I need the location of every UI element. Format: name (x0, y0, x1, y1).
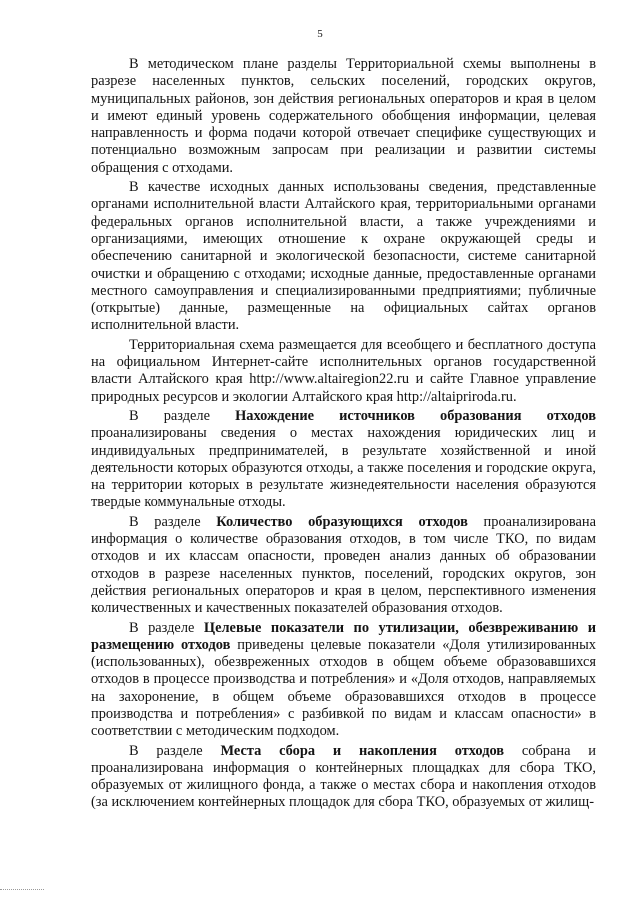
document-body (91, 56, 596, 814)
paragraph-methodical-plan (91, 56, 596, 177)
paragraph-text: приведены целевые показатели «Доля утилизированных (использованных), обезвреженных отходов в общем объеме образовавшихся отходов в процессе производства и потребления» и «Доля отходов, направляемых на захоронение, в общем объеме образовавшихся отходов в процессе производства и потребления» с разбивкой по видам и классам опасности» в соответствии с методическим подходом. (91, 636, 596, 740)
paragraph-text: собрана и проанализирована информация о контейнерных площадках для сбора ТКО, образуемых от жилищного фонда, а также о местах сбора и накопления отходов (за исключением контейнерных площадок для сбора ТКО, образуемых от жилищ- (91, 742, 596, 811)
section-title: Целевые показатели по утилизации, обезвреживанию и размещению отходов (91, 619, 596, 653)
section-title: Нахождение источников образования отходов (235, 407, 596, 424)
paragraph-text: проанализирована информация о количестве образования отходов, в том числе ТКО, по видам отходов и их классам опасности, проведен анализ данных об образовании отходов в разрезе населенных пунктов, поселений, городских округов, зон действия региональных операторов и края в целом, перспективного изменения количественных и качественных показателей образования отходов. (91, 513, 596, 617)
paragraph-collection-sites (91, 743, 596, 812)
scan-edge-mark (0, 889, 44, 890)
paragraph-text: В качестве исходных данных использованы сведения, представленные органами исполнительной власти Алтайского края, территориальными органами федеральных органов исполнительной власти, а также учреждениями и организациями, имеющих отношение к охране окружающей среды и обеспечению санитарной и экологической безопасности, системе санитарной очистки и обращению с отходами; исходные данные, предоставленные органами местного самоуправления и специализированными предприятиями; публичные (открытые) данные, размещенные на официальных сайтах органов исполнительной власти. (91, 179, 596, 334)
paragraph-waste-sources (91, 408, 596, 512)
section-title: Места сбора и накопления отходов (220, 742, 505, 759)
paragraph-text: проанализированы сведения о местах нахождения юридических лиц и индивидуальных предпринимателей, в результате хозяйственной и иной деятельности которых образуются отходы, а также поселения и городские округа, на территории которых в результате жизнедеятельности населения образуются твердые коммунальные отходы. (91, 425, 596, 511)
paragraph-text: В методическом плане разделы Территориальной схемы выполнены в разрезе населенных пунктов, сельских поселений, городских округов, муниципальных районов, зон действия региональных операторов и края в целом и имеют единый уровень содержательного обобщения информации, целевая направленность и форма подачи которой отвечает специфике существующих и потенциально возможным запросам при реализации и развитии системы обращения с отходами. (91, 56, 596, 176)
paragraph-text: В разделе (129, 407, 236, 424)
paragraph-waste-quantity (91, 514, 596, 618)
paragraph-target-indicators (91, 620, 596, 741)
page-number: 5 (317, 28, 323, 40)
paragraph-source-data (91, 179, 596, 335)
paragraph-text: В разделе (129, 742, 221, 759)
paragraph-publication (91, 337, 596, 406)
section-title: Количество образующихся отходов (216, 513, 468, 530)
paragraph-text: В разделе (129, 513, 217, 530)
paragraph-text: Территориальная схема размещается для всеобщего и бесплатного доступа на официальном Интернет-сайте исполнительных органов государственной власти Алтайского края http://www.altairegion22.ru и сайте Главное управление природных ресурсов и экологии Алтайского края http://altaipriroda.ru. (91, 336, 596, 405)
paragraph-text: В разделе (129, 619, 204, 636)
